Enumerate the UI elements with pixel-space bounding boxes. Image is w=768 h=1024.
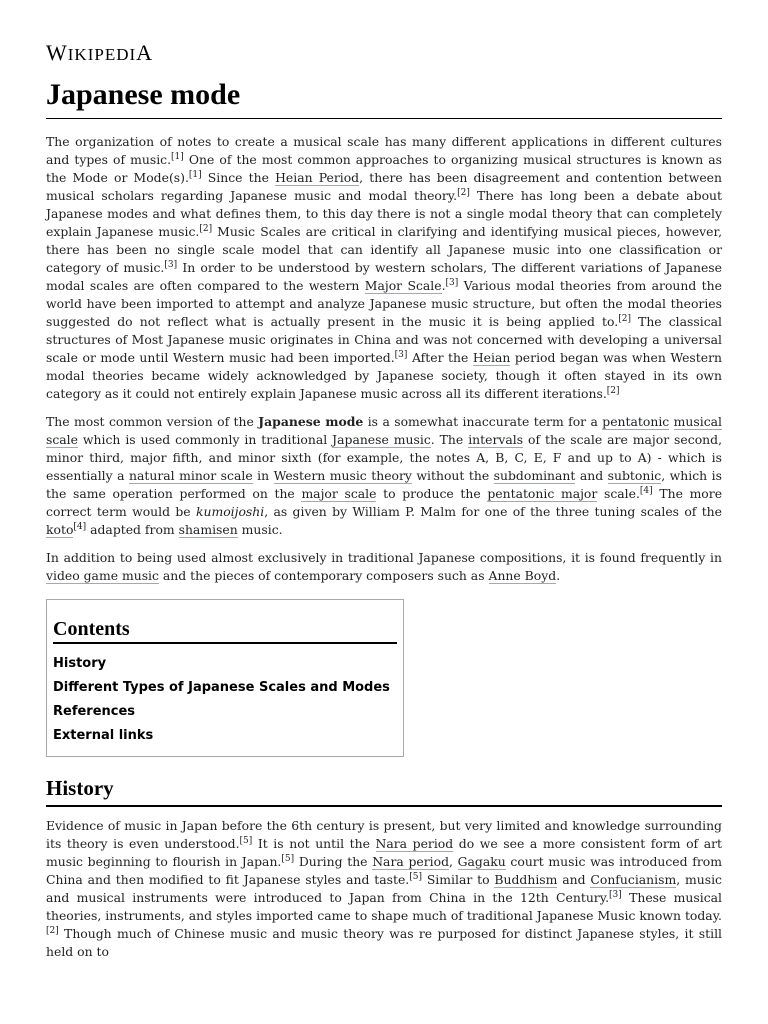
citation-ref[interactable]: [4] xyxy=(73,522,87,532)
link-subdominant[interactable]: subdominant xyxy=(493,468,576,483)
link-japanese-music[interactable]: Japanese music xyxy=(332,432,431,447)
link-pentatonic-major[interactable]: pentatonic major xyxy=(487,486,598,501)
text: to produce the xyxy=(376,486,488,501)
citation-ref[interactable]: [5] xyxy=(239,836,253,846)
text: . xyxy=(441,278,446,293)
text: It is not until the xyxy=(252,836,376,851)
citation-ref[interactable]: [3] xyxy=(394,350,408,360)
text: Various modal theories from around the world have been imported to attempt and analyze Japanese music structure, but often the modal theories suggested do not reflect what is actually present in the music it is being applied to. xyxy=(46,278,722,329)
text: , which is the same operation performed on the xyxy=(46,468,722,501)
link-intervals[interactable]: intervals xyxy=(468,432,524,447)
text: do we see a more consistent form of art music beginning to flourish in Japan. xyxy=(46,836,722,869)
text: and xyxy=(575,468,608,483)
link-gagaku[interactable]: Gagaku xyxy=(457,854,506,869)
citation-ref[interactable]: [3] xyxy=(445,278,459,288)
text: In order to be understood by western scholars, The different variations of Japanese modal scales are often compared to the western xyxy=(46,260,723,293)
intro-paragraph-3 xyxy=(46,549,722,585)
logo-letter: W xyxy=(46,40,68,65)
link-video-game-music[interactable]: video game music xyxy=(46,568,159,583)
link-heian-period[interactable]: Heian Period xyxy=(275,170,360,185)
citation-ref[interactable]: [5] xyxy=(281,854,295,864)
text: Similar to xyxy=(421,872,495,887)
page-title: Japanese mode xyxy=(46,76,722,119)
text: Though much of Chinese music and music theory was re purposed for distinct Japanese styles, it still held on to xyxy=(46,926,722,959)
toc-item-references[interactable]: References xyxy=(53,704,136,719)
text: During the xyxy=(294,854,373,869)
link-major-scale[interactable]: Major Scale xyxy=(364,278,442,293)
citation-ref[interactable]: [4] xyxy=(639,486,653,496)
text: . xyxy=(556,568,561,583)
link-confucianism[interactable]: Confucianism xyxy=(590,872,677,887)
bold-term: Japanese mode xyxy=(258,414,364,429)
text: and the pieces of contemporary composers such as xyxy=(158,568,489,583)
history-paragraph xyxy=(46,817,722,961)
link-heian[interactable]: Heian xyxy=(472,350,511,365)
citation-ref[interactable]: [2] xyxy=(457,188,470,198)
citation-ref[interactable]: [2] xyxy=(46,926,59,936)
link-musical-scale[interactable]: musical scale xyxy=(46,414,722,447)
italic-term: kumoijoshi xyxy=(195,504,265,519)
link-natural-minor-scale[interactable]: natural minor scale xyxy=(129,468,253,483)
toc-title: Contents xyxy=(53,620,397,644)
link-anne-boyd[interactable]: Anne Boyd xyxy=(488,568,557,583)
text: Music Scales are critical in clarifying and identifying musical pieces, however, there has been no single scale model that can identify all Japanese music into one classification or category of music. xyxy=(46,224,723,275)
link-major-scale[interactable]: major scale xyxy=(301,486,377,501)
citation-ref[interactable]: [2] xyxy=(618,314,631,324)
citation-ref[interactable]: [5] xyxy=(409,872,422,882)
text: which is used commonly in traditional xyxy=(77,432,333,447)
text: , xyxy=(449,854,458,869)
text: music. xyxy=(237,522,283,537)
text: court music was introduced from China and then modified to fit Japanese styles and taste. xyxy=(46,854,722,887)
logo-letter: A xyxy=(136,40,154,65)
text: Since the xyxy=(201,170,276,185)
link-subtonic[interactable]: subtonic xyxy=(607,468,662,483)
section-heading-history: History xyxy=(46,775,722,807)
toc-item-external-links[interactable]: External links xyxy=(53,728,154,743)
citation-ref[interactable]: [2] xyxy=(606,386,620,396)
link-nara-period[interactable]: Nara period xyxy=(372,854,449,869)
text: is a somewhat inaccurate term for a xyxy=(363,414,603,429)
link-pentatonic[interactable]: pentatonic xyxy=(602,414,670,429)
text: One of the most common approaches to organizing musical structures is known as the Mode or Mode(s). xyxy=(46,152,722,185)
text: There has long been a debate about Japanese modes and what defines them, to this day there is not a single modal theory that can completely explain Japanese music. xyxy=(46,188,723,239)
text xyxy=(669,414,673,429)
link-buddhism[interactable]: Buddhism xyxy=(494,872,558,887)
text: , as given by William P. Malm for one of the three tuning scales of the xyxy=(264,504,722,519)
link-nara-period[interactable]: Nara period xyxy=(375,836,454,851)
link-western-music-theory[interactable]: Western music theory xyxy=(273,468,412,483)
text: The organization of notes to create a musical scale has many different applications in different cultures and types of music. xyxy=(46,134,722,167)
citation-ref[interactable]: [3] xyxy=(609,890,622,900)
text: The classical structures of Most Japanese music originates in China and was not concerned with developing a universal scale or mode until Western music had been imported. xyxy=(46,314,722,365)
link-koto[interactable]: koto xyxy=(46,522,74,537)
intro-paragraph-1 xyxy=(46,133,722,403)
text: These musical theories, instruments, and styles imported came to shape much of traditional Japanese Music known today. xyxy=(46,890,722,923)
text: of the scale are major second, minor third, major fifth, and minor sixth (for example, the notes A, B, C, E, F and up to A) - which is essentially a xyxy=(46,432,723,483)
logo-smallcaps: IKIPEDI xyxy=(67,45,137,64)
text: In addition to being used almost exclusively in traditional Japanese compositions, it is found frequently in xyxy=(46,550,722,565)
text: in xyxy=(252,468,274,483)
text: and xyxy=(557,872,591,887)
citation-ref[interactable]: [1] xyxy=(188,170,202,180)
text: scale. xyxy=(597,486,640,501)
article-body xyxy=(46,133,722,971)
text: , music and musical instruments were introduced to Japan from China in the 12th Century. xyxy=(46,872,722,905)
toc-item-scales-and-modes[interactable]: Different Types of Japanese Scales and Modes xyxy=(53,680,390,695)
table-of-contents xyxy=(46,599,404,757)
text: period began was when Western modal theories became widely acknowledged by Japanese society, though it often stayed in its own category as it could not entirely explain Japanese music across all its different iterations. xyxy=(46,350,722,401)
text: Evidence of music in Japan before the 6th century is present, but very limited and knowledge surrounding its theory is even understood. xyxy=(46,818,722,851)
text: without the xyxy=(411,468,494,483)
text: The most common version of the xyxy=(46,414,259,429)
citation-ref[interactable]: [1] xyxy=(171,152,184,162)
citation-ref[interactable]: [2] xyxy=(199,224,213,234)
citation-ref[interactable]: [3] xyxy=(164,260,178,270)
wikipedia-logo[interactable] xyxy=(46,40,153,66)
text: , there has been disagreement and contention between musical scholars regarding Japanese music and modal theory. xyxy=(46,170,722,203)
text: The more correct term would be xyxy=(46,486,723,519)
text: adapted from xyxy=(86,522,179,537)
intro-paragraph-2 xyxy=(46,413,722,539)
text: After the xyxy=(407,350,473,365)
toc-item-history[interactable]: History xyxy=(53,656,107,671)
text: . The xyxy=(430,432,469,447)
link-shamisen[interactable]: shamisen xyxy=(178,522,238,537)
